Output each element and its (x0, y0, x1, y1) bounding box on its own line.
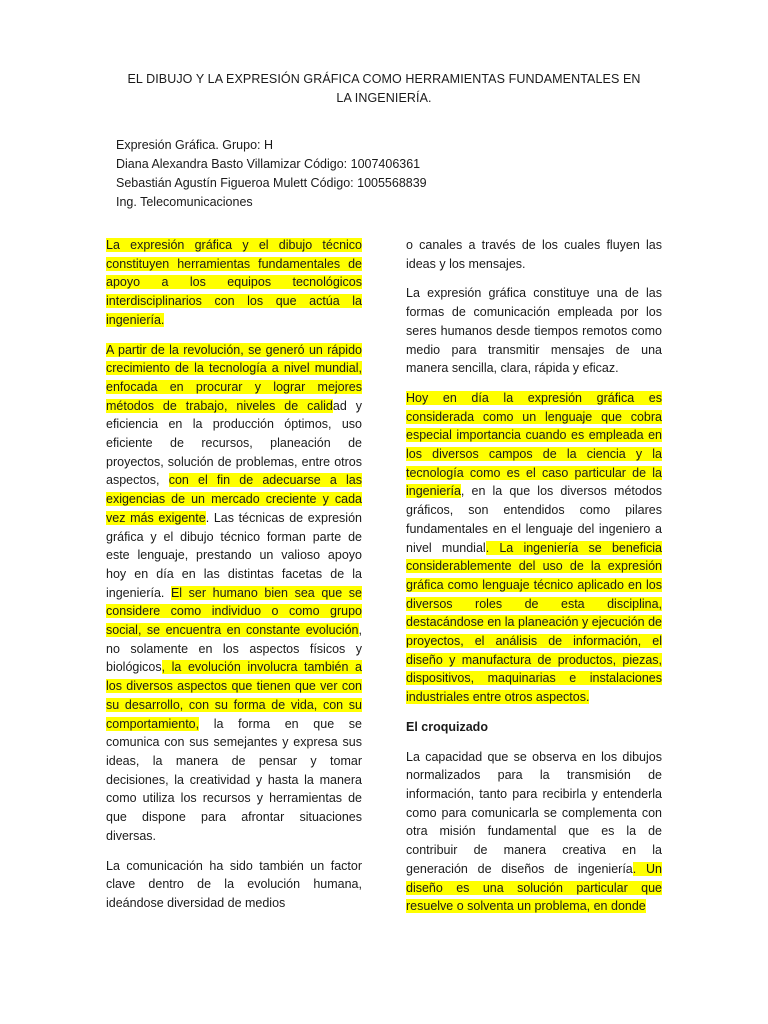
paragraph (406, 389, 662, 707)
author-block (116, 136, 536, 212)
body-text: El croquizado (406, 719, 488, 734)
document-title: EL DIBUJO Y LA EXPRESIÓN GRÁFICA COMO HERRAMIENTAS FUNDAMENTALES EN LA INGENIERÍA. (127, 72, 641, 105)
highlighted-text: , la evolución involucra también a los diversos aspectos que tienen que ver con su desarrollo, con su forma de vida, con su comportamiento, (106, 660, 362, 731)
highlighted-text: con el fin de adecuarse a las exigencias de un mercado creciente y cada vez más exigente (106, 473, 362, 525)
program-line: Ing. Telecomunicaciones (116, 195, 253, 209)
paragraph (406, 284, 662, 378)
highlighted-text: La expresión gráfica y el dibujo técnico constituyen herramientas fundamentales de apoyo a los equipos tecnológicos interdisciplinarios con los que actúa la ingeniería. (106, 238, 362, 327)
paragraph (106, 857, 362, 913)
left-column (106, 236, 362, 924)
highlighted-text: . La ingeniería se beneficia considerablemente del uso de la expresión gráfica como lenguaje técnico aplicado en los diversos roles de esta disciplina, destacándose en la planeación y ejecución de proyectos, el análisis de información, el diseño y manufactura de productos, piezas, dispositivos, maquinarias e instalaciones industriales entre otros aspectos. (406, 540, 662, 705)
highlighted-text: . Un diseño es una solución particular que resuelve o solventa un problema, en donde (406, 861, 662, 914)
body-text: La capacidad que se observa en los dibujos normalizados para la transmisión de información, tanto para recibirla y entenderla como para comunicarla se complementa con otra misión fundamental que es la de contribuir de manera creativa en la generación de diseños de ingeniería (406, 749, 662, 876)
body-text: o canales a través de los cuales fluyen las ideas y los mensajes. (406, 238, 662, 271)
right-column (406, 236, 662, 927)
paragraph (106, 236, 362, 330)
highlighted-text: A partir de la revolución, se generó un rápido crecimiento de la tecnología a nivel mundial, enfocada en procurar y lograr mejores métodos de trabajo, niveles de calid (106, 342, 362, 413)
highlighted-text: Hoy en día la expresión gráfica es considerada como un lenguaje que cobra especial importancia cuando es empleada en los diversos campos de la ciencia y la tecnología como es el caso particular de la ingeniería (406, 390, 662, 499)
body-text: , en la que los diversos métodos gráficos, son entendidos como pilares fundamentales en el lenguaje del ingeniero a nivel mundial (406, 484, 662, 555)
body-text: La expresión gráfica constituye una de las formas de comunicación empleada por los seres humanos desde tiempos remotos como medio para transmitir mensajes de una manera sencilla, clara, rápida y eficaz. (406, 286, 662, 376)
paragraph (406, 748, 662, 916)
highlighted-text: El ser humano bien sea que se considere como individuo o como grupo social, se encuentra en constante evolución (106, 585, 362, 638)
author-line-2: Sebastián Agustín Figueroa Mulett Código: 1005568839 (116, 176, 427, 190)
body-text: La comunicación ha sido también un factor clave dentro de la evolución humana, ideándose diversidad de medios (106, 858, 362, 910)
section-heading (406, 718, 662, 737)
body-text: , no solamente en los aspectos físicos y biológicos (106, 623, 362, 675)
paragraph (106, 341, 362, 846)
author-line-1: Diana Alexandra Basto Villamizar Código: 1007406361 (116, 157, 421, 171)
course-line: Expresión Gráfica. Grupo: H (116, 138, 274, 152)
body-text: la forma en que se comunica con sus semejantes y expresa sus ideas, la manera de pensar y tomar decisiones, la creatividad y hasta la manera como utiliza los recursos y herramientas de que dispone para afrontar situaciones diversas. (106, 716, 362, 843)
body-text: ad y eficiencia en la producción óptimos, uso eficiente de recursos, planeación de proyectos, solución de problemas, entre otros aspectos, (106, 398, 362, 488)
body-text: . Las técnicas de expresión gráfica y el dibujo técnico forman parte de este lenguaje, prestando un valioso apoyo hoy en día en las distintas facetas de la ingeniería. (106, 510, 362, 600)
paragraph (406, 236, 662, 273)
